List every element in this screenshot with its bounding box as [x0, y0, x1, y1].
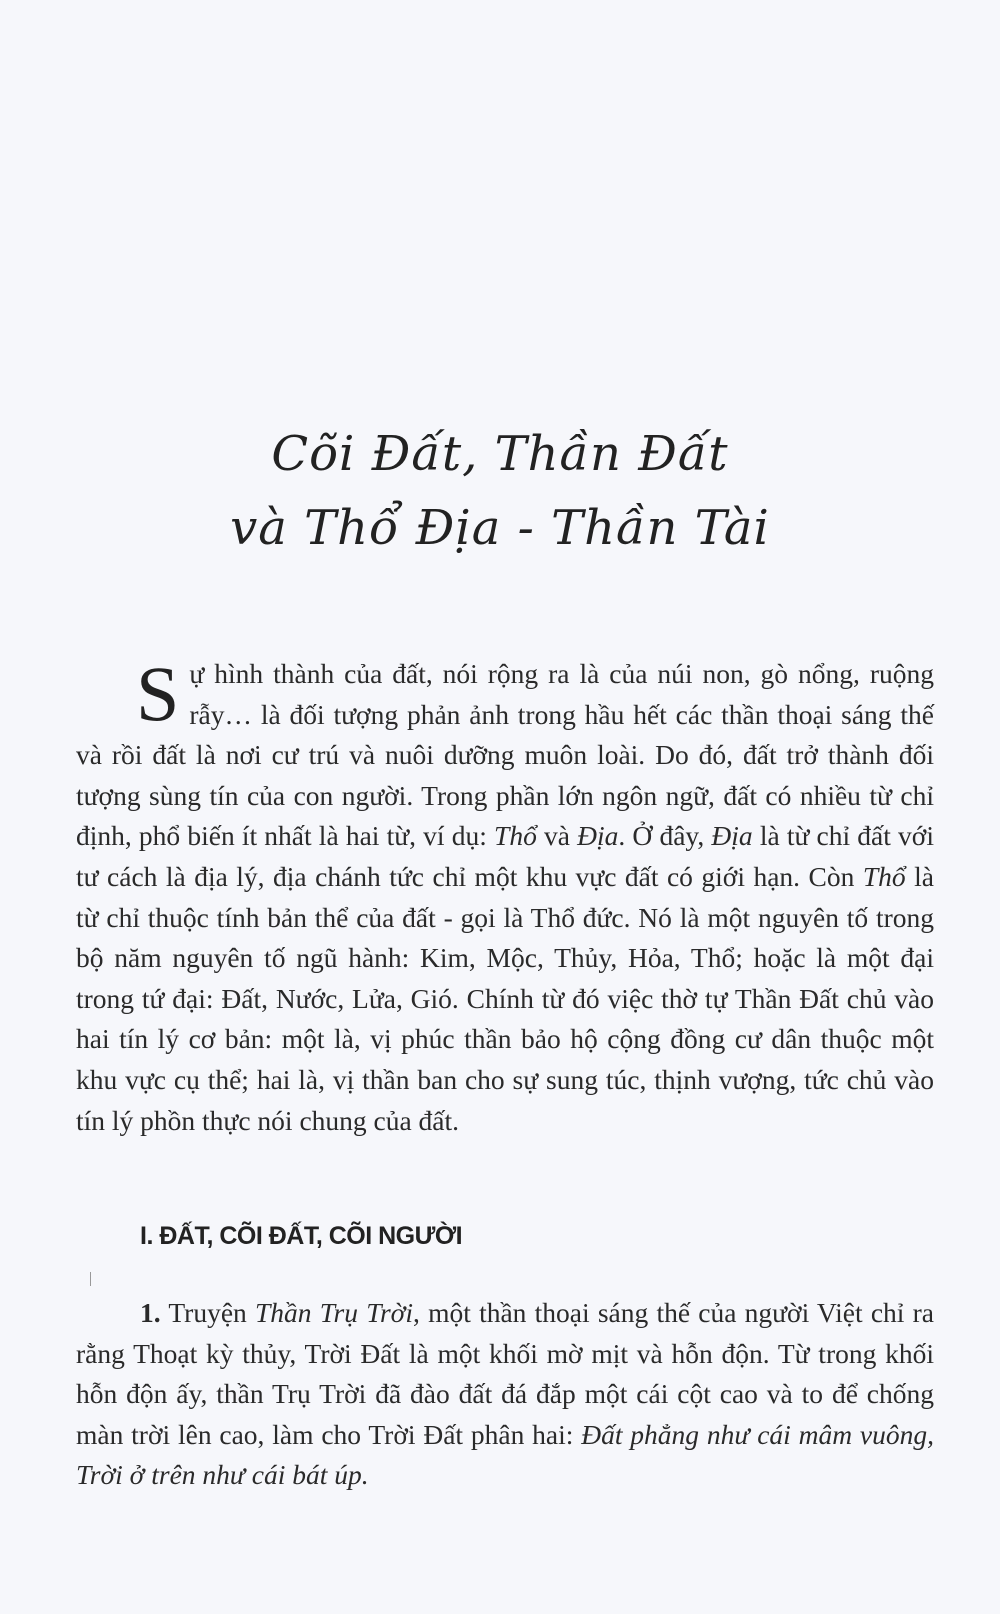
term-dia-2: Địa	[711, 820, 753, 852]
story-quote: Đất phẳng như cái mâm vuông, Trời ở trên như cái bát úp.	[76, 1418, 934, 1491]
intro-text-a: thoại sáng thế và rồi đất là nơi cư trú và nuôi dưỡng muôn loài. Do đó, đất trở thành đối tượng sùng tín của con người. Trong phần lớn ngôn ngữ, đất có nhiều từ chỉ định, phổ biến ít nhất là hai từ, ví dụ:	[76, 698, 934, 852]
chapter-title-line-2: và Thổ Địa - Thần Tài	[230, 500, 770, 556]
intro-text-c: là từ chỉ đất với tư cách là địa lý, địa chánh tức chỉ một khu vực đất có giới hạn. Còn	[76, 820, 934, 892]
paragraph-number: 1.	[140, 1297, 161, 1328]
para1-text-b: , một thần thoại sáng thế của người Việt chỉ ra rằng Thoạt kỳ thủy, Trời Đất là một khối mờ mịt và hỗn độn. Từ trong khối hỗn độn ấy, thần Trụ Trời đã đào đất đá đắp một cái cột cao và to để chống màn trời lên cao, làm cho Trời Đất phân hai:	[76, 1297, 934, 1450]
intro-text-b: . Ở đây,	[618, 820, 712, 852]
section-paragraph-1	[76, 1293, 934, 1496]
para1-text-a: Truyện	[160, 1297, 255, 1328]
story-title: Thần Trụ Trời	[255, 1297, 413, 1328]
term-dia: Địa	[577, 820, 619, 852]
drop-cap: S	[136, 650, 180, 737]
section-heading: I. ĐẤT, CÕI ĐẤT, CÕI NGƯỜI	[140, 1222, 463, 1250]
intro-text-d: là từ chỉ thuộc tính bản thể của đất - gọi là Thổ đức. Nó là một nguyên tố trong bộ năm nguyên tố ngũ hành: Kim, Mộc, Thủy, Hỏa, Thổ; hoặc là một đại trong tứ đại: Đất, Nước, Lửa, Gió. Chính từ đó việc thờ tự Thần Đất chủ vào hai tín lý cơ bản: một là, vị phúc thần bảo hộ cộng đồng cư dân thuộc một khu vực cụ thể; hai là, vị thần ban cho sự sung túc, thịnh vượng, tức chủ vào tín lý phồn thực nói chung của đất.	[76, 860, 934, 1136]
chapter-title-line-1: Cõi Đất, Thần Đất	[271, 426, 729, 482]
intro-second-line: ruộng rẫy… là đối tượng phản ảnh trong hầu hết các thần	[189, 658, 934, 730]
term-tho-2: Thổ	[862, 860, 906, 892]
conjunction: và	[536, 820, 578, 852]
margin-mark	[90, 1272, 91, 1286]
term-tho: Thổ	[494, 820, 537, 852]
intro-first-line: ự hình thành của đất, nói rộng ra là của núi non, gò nổng,	[189, 658, 860, 689]
intro-paragraph	[76, 650, 934, 1141]
